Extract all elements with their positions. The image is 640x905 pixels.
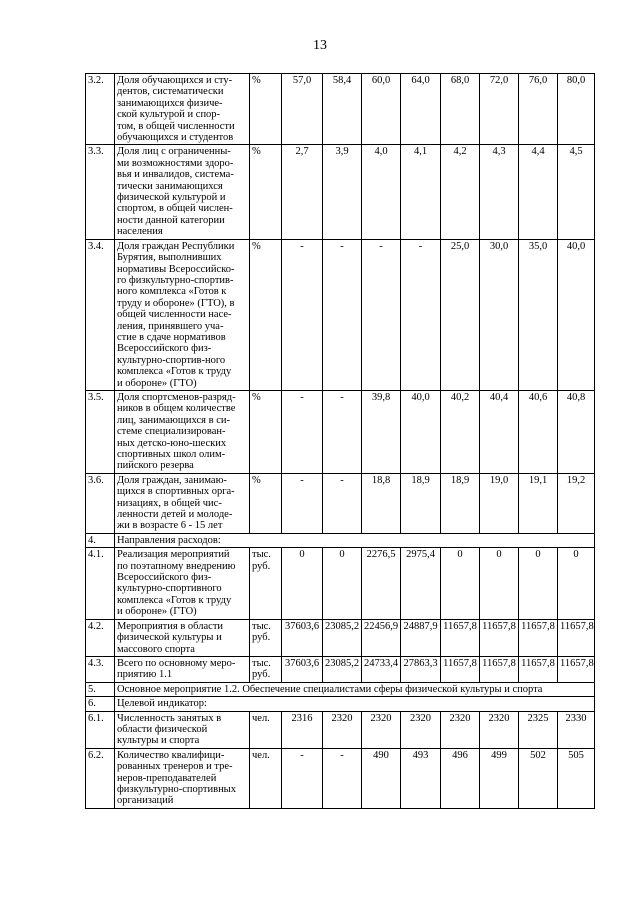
value-cell: 23085,2 [323, 656, 362, 682]
value-cell: 58,4 [323, 74, 362, 145]
value-cell: 40,6 [519, 390, 558, 473]
value-cell: 18,9 [401, 473, 441, 533]
table-row [86, 533, 595, 547]
indicators-table [85, 73, 595, 809]
unit-cell: чел. [250, 748, 282, 808]
row-number: 4.2. [86, 619, 115, 656]
value-cell: 19,1 [519, 473, 558, 533]
unit-cell: % [250, 239, 282, 390]
value-cell: 4,4 [519, 145, 558, 239]
indicator-name: Всего по основному меро- приятию 1.1 [115, 656, 250, 682]
value-cell: - [323, 473, 362, 533]
value-cell: - [282, 748, 323, 808]
table-row [86, 390, 595, 473]
value-cell: 11657,8 [519, 619, 558, 656]
value-cell: 2320 [441, 711, 480, 748]
value-cell: - [282, 239, 323, 390]
value-cell: 39,8 [362, 390, 401, 473]
table-row [86, 74, 595, 145]
row-number: 6.1. [86, 711, 115, 748]
value-cell: 4,5 [558, 145, 595, 239]
value-cell: 22456,9 [362, 619, 401, 656]
indicator-name: Доля обучающихся и сту- дентов, систематически занимающихся физиче- ской культурой и спор- том, в общей численности обучающихся и студентов [115, 74, 250, 145]
value-cell: 76,0 [519, 74, 558, 145]
value-cell: 24887,9 [401, 619, 441, 656]
table-row [86, 697, 595, 711]
section-heading: Направления расходов: [115, 533, 595, 547]
value-cell: 0 [441, 548, 480, 619]
value-cell: 35,0 [519, 239, 558, 390]
indicator-name: Доля граждан Республики Бурятия, выполнивших нормативы Всероссийско- го физкультурно-спортив- ного комплекса «Готов к труду и обороне» (ГТО), в общей численности насе- ления, принявшего уча- стие в сдаче нормативов Всероссийского физ- культурно-спортив-ного комплекса «Готов к труду и обороне» (ГТО) [115, 239, 250, 390]
value-cell: 40,0 [558, 239, 595, 390]
value-cell: 37603,6 [282, 656, 323, 682]
value-cell: 490 [362, 748, 401, 808]
value-cell: - [282, 390, 323, 473]
value-cell: 40,0 [401, 390, 441, 473]
value-cell: 2330 [558, 711, 595, 748]
indicator-name: Доля лиц с ограниченны- ми возможностями здоро- вья и инвалидов, система- тически занимающихся физической культурой и спортом, в общей числен- ности данной категории населения [115, 145, 250, 239]
value-cell: 30,0 [480, 239, 519, 390]
value-cell: 40,4 [480, 390, 519, 473]
value-cell: 502 [519, 748, 558, 808]
indicator-name: Мероприятия в области физической культуры и массового спорта [115, 619, 250, 656]
value-cell: 4,2 [441, 145, 480, 239]
row-number: 5. [86, 682, 115, 696]
value-cell: 2320 [362, 711, 401, 748]
value-cell: 4,0 [362, 145, 401, 239]
value-cell: 499 [480, 748, 519, 808]
value-cell: 40,8 [558, 390, 595, 473]
section-heading: Целевой индикатор: [115, 697, 595, 711]
value-cell: 25,0 [441, 239, 480, 390]
value-cell: 0 [282, 548, 323, 619]
value-cell: 0 [323, 548, 362, 619]
value-cell: - [323, 748, 362, 808]
unit-cell: % [250, 473, 282, 533]
unit-cell: чел. [250, 711, 282, 748]
value-cell: 2316 [282, 711, 323, 748]
value-cell: 2320 [401, 711, 441, 748]
value-cell: 64,0 [401, 74, 441, 145]
row-number: 4. [86, 533, 115, 547]
indicator-name: Количество квалифици- рованных тренеров и тре- неров-преподавателей физкультурно-спортивных организаций [115, 748, 250, 808]
table-row [86, 682, 595, 696]
value-cell: 19,0 [480, 473, 519, 533]
row-number: 6. [86, 697, 115, 711]
value-cell: 0 [558, 548, 595, 619]
unit-cell: % [250, 74, 282, 145]
value-cell: 2,7 [282, 145, 323, 239]
value-cell: 493 [401, 748, 441, 808]
table-row [86, 145, 595, 239]
value-cell: 11657,8 [519, 656, 558, 682]
row-number: 3.4. [86, 239, 115, 390]
row-number: 3.5. [86, 390, 115, 473]
value-cell: 2320 [480, 711, 519, 748]
value-cell: 72,0 [480, 74, 519, 145]
value-cell: 2276,5 [362, 548, 401, 619]
table-row [86, 619, 595, 656]
value-cell: 2320 [323, 711, 362, 748]
value-cell: 80,0 [558, 74, 595, 145]
row-number: 6.2. [86, 748, 115, 808]
value-cell: - [323, 390, 362, 473]
value-cell: 11657,8 [558, 619, 595, 656]
indicator-name: Доля спортсменов-разряд- ников в общем количестве лиц, занимающихся в си- стеме специализирован- ных детско-юно-шеских спортивных школ олим- пийского резерва [115, 390, 250, 473]
unit-cell: тыс. руб. [250, 619, 282, 656]
row-number: 3.6. [86, 473, 115, 533]
indicator-name: Доля граждан, занимаю- щихся в спортивных орга- низациях, в общей чис- ленности детей и молоде- жи в возрасте 6 - 15 лет [115, 473, 250, 533]
page-number: 13 [313, 38, 327, 53]
value-cell: 24733,4 [362, 656, 401, 682]
value-cell: 11657,8 [558, 656, 595, 682]
row-number: 3.2. [86, 74, 115, 145]
value-cell: 3,9 [323, 145, 362, 239]
value-cell: 11657,8 [480, 619, 519, 656]
value-cell: 23085,2 [323, 619, 362, 656]
value-cell: 11657,8 [441, 619, 480, 656]
value-cell: 18,8 [362, 473, 401, 533]
unit-cell: % [250, 390, 282, 473]
value-cell: 57,0 [282, 74, 323, 145]
value-cell: 19,2 [558, 473, 595, 533]
table-row [86, 473, 595, 533]
value-cell: 27863,3 [401, 656, 441, 682]
unit-cell: тыс. руб. [250, 548, 282, 619]
row-number: 3.3. [86, 145, 115, 239]
section-heading: Основное мероприятие 1.2. Обеспечение специалистами сферы физической культуры и спорта [115, 682, 595, 696]
row-number: 4.3. [86, 656, 115, 682]
value-cell: 68,0 [441, 74, 480, 145]
value-cell: 4,3 [480, 145, 519, 239]
table-row [86, 748, 595, 808]
table-row [86, 548, 595, 619]
value-cell: 18,9 [441, 473, 480, 533]
value-cell: - [282, 473, 323, 533]
unit-cell: % [250, 145, 282, 239]
value-cell: 0 [480, 548, 519, 619]
value-cell: - [323, 239, 362, 390]
value-cell: 40,2 [441, 390, 480, 473]
indicator-name: Реализация мероприятий по поэтапному внедрению Всероссийского физ- культурно-спортивного комплекса «Готов к труду и обороне» (ГТО) [115, 548, 250, 619]
value-cell: 2325 [519, 711, 558, 748]
value-cell: 11657,8 [441, 656, 480, 682]
value-cell: 0 [519, 548, 558, 619]
value-cell: - [401, 239, 441, 390]
unit-cell: тыс. руб. [250, 656, 282, 682]
row-number: 4.1. [86, 548, 115, 619]
value-cell: 60,0 [362, 74, 401, 145]
value-cell: 496 [441, 748, 480, 808]
value-cell: 4,1 [401, 145, 441, 239]
value-cell: 11657,8 [480, 656, 519, 682]
table-row [86, 239, 595, 390]
value-cell: 2975,4 [401, 548, 441, 619]
table-row [86, 711, 595, 748]
value-cell: 505 [558, 748, 595, 808]
value-cell: - [362, 239, 401, 390]
indicator-name: Численность занятых в области физической культуры и спорта [115, 711, 250, 748]
value-cell: 37603,6 [282, 619, 323, 656]
table-row [86, 656, 595, 682]
